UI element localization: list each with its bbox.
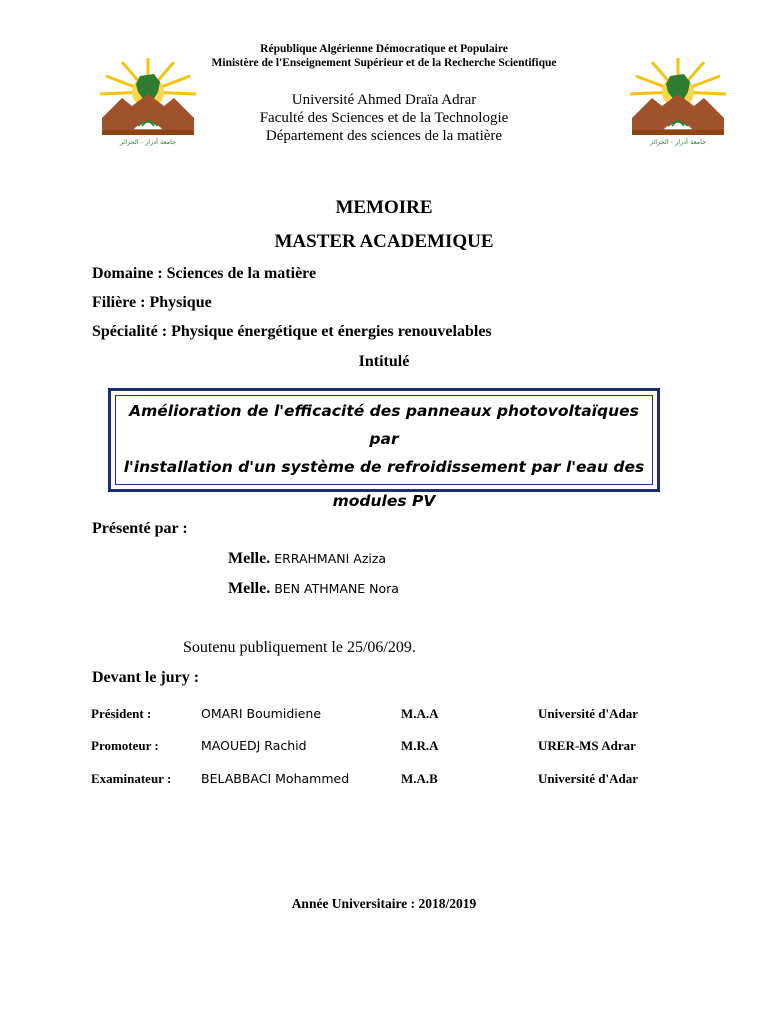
jury-role: Président : [91, 706, 152, 721]
jury-name: BELABBACI Mohammed [201, 771, 350, 786]
ministry-line: Ministère de l'Enseignement Supérieur et de la Recherche Scientifique [211, 57, 557, 69]
domain-line: Domaine : Sciences de la matière [92, 265, 317, 282]
jury-grade: M.A.A [401, 706, 439, 721]
logo-caption: جامعة أدرار - الجزائر [119, 138, 177, 146]
student-prefix: Melle. [228, 550, 271, 567]
university-logo-left [92, 56, 204, 148]
defense-date: Soutenu publiquement le 25/06/209. [183, 639, 416, 656]
specialite-line: Spécialité : Physique énergétique et énergies renouvelables [92, 323, 492, 340]
jury-row [0, 706, 768, 726]
student-name: BEN ATHMANE Nora [274, 581, 399, 596]
jury-row [0, 771, 768, 791]
jury-institution: Université d'Adar [538, 706, 639, 721]
thesis-title-line-3: modules PV [332, 492, 436, 510]
department-name: Département des sciences de la matière [265, 128, 503, 144]
thesis-title-box [108, 388, 660, 510]
faculty-name: Faculté des Sciences et de la Technologie [259, 110, 509, 126]
jury-institution: URER-MS Adrar [538, 738, 636, 753]
jury-grade: M.R.A [401, 738, 439, 753]
jury-role: Promoteur : [91, 738, 159, 753]
jury-role: Examinateur : [91, 771, 172, 786]
jury-row [0, 738, 768, 758]
presented-by-label: Présenté par : [92, 520, 188, 537]
jury-name: MAOUEDJ Rachid [201, 738, 307, 753]
jury-grade: M.A.B [401, 771, 438, 786]
jury-name: OMARI Boumidiene [201, 706, 322, 721]
thesis-title-line-2: l'installation d'un système de refroidissement par l'eau des [123, 458, 645, 476]
document-type: MEMOIRE [335, 197, 433, 218]
student-1 [228, 550, 386, 568]
student-prefix: Melle. [228, 580, 271, 597]
academic-year: Année Universitaire : 2018/2019 [291, 896, 477, 911]
republic-line: République Algérienne Démocratique et Populaire [260, 43, 508, 55]
logo-caption: جامعة أدرار - الجزائر [649, 138, 707, 146]
degree-level: MASTER ACADEMIQUE [274, 231, 494, 252]
jury-label: Devant le jury : [92, 669, 200, 686]
filiere-line: Filière : Physique [92, 294, 212, 311]
thesis-title [121, 397, 647, 515]
student-2 [228, 580, 399, 598]
thesis-title-line-1: Amélioration de l'efficacité des panneaux photovoltaïques par [129, 402, 639, 448]
intitule-label: Intitulé [358, 353, 410, 370]
student-name: ERRAHMANI Aziza [274, 551, 387, 566]
jury-institution: Université d'Adar [538, 771, 639, 786]
university-logo-right [622, 56, 734, 148]
university-name: Université Ahmed Draïa Adrar [291, 92, 477, 108]
